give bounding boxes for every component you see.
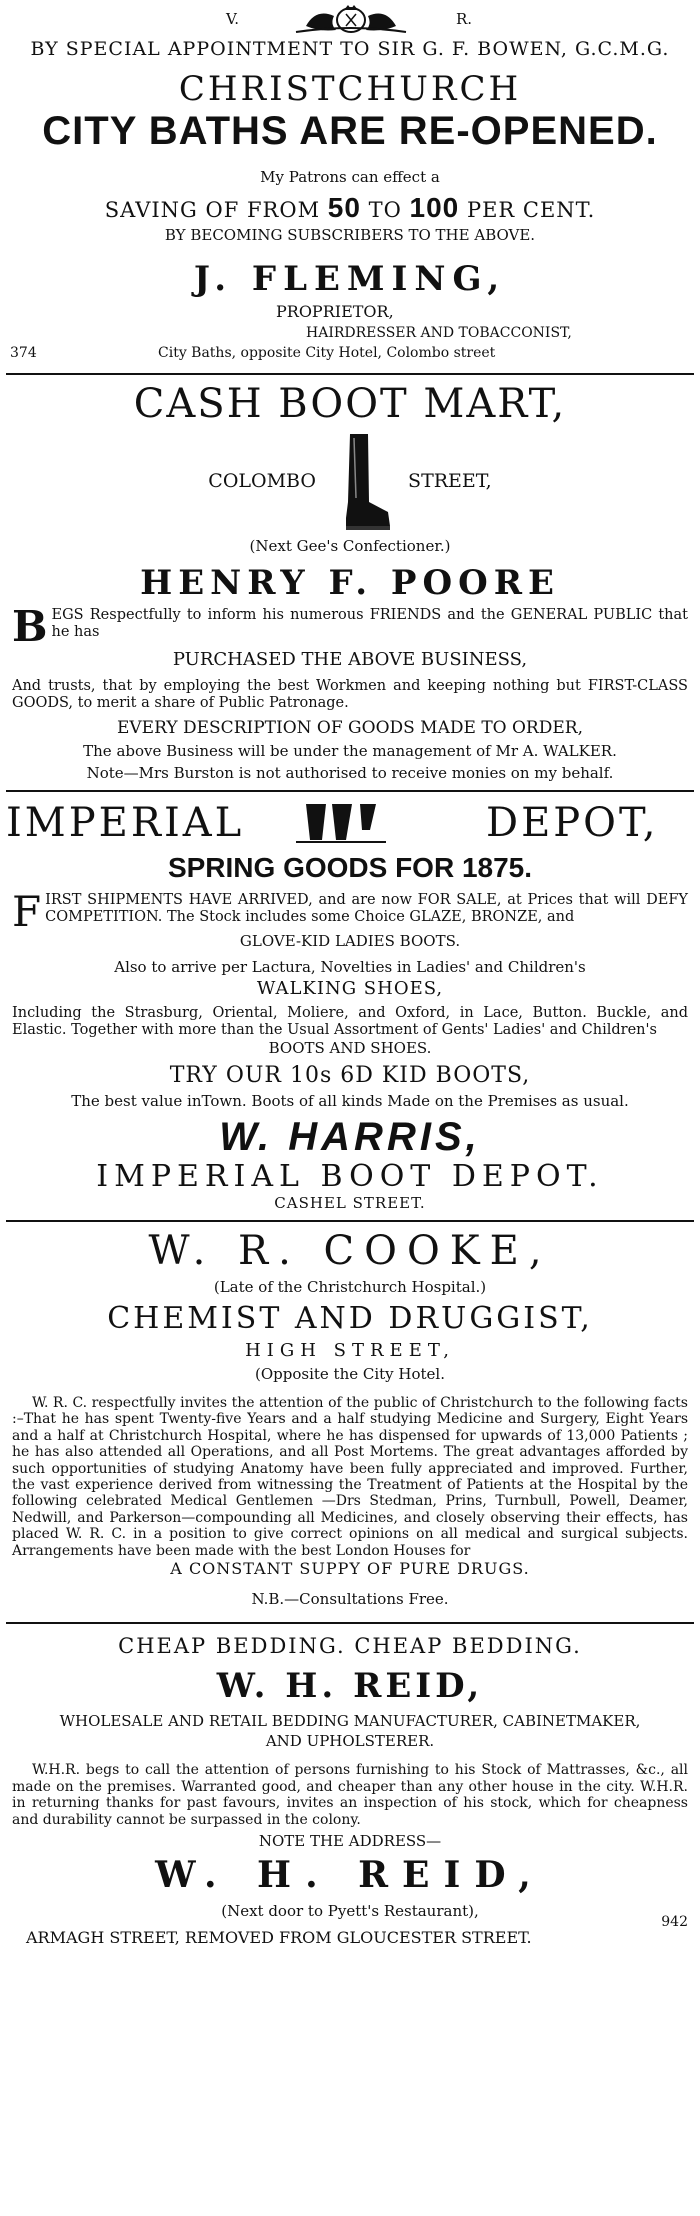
saving-pre-text: SAVING OF FROM — [104, 198, 321, 222]
imperial-word: IMPERIAL — [6, 800, 245, 846]
burston-note: Note—Mrs Burston is not authorised to receive monies on my behalf. — [86, 764, 614, 782]
try-kid-boots-line: TRY OUR 10s 6D KID BOOTS, — [169, 1063, 531, 1088]
imperial-depot-ad — [6, 798, 694, 1212]
shipments-text: IRST SHIPMENTS HAVE ARRIVED, and are now FOR SALE, at Prices that will DEFY COMPETITION. The Stock includes some Choice GLAZE, BRONZE, and — [45, 892, 688, 925]
subscribers-line: BY BECOMING SUBSCRIBERS TO THE ABOVE. — [164, 226, 536, 244]
purchased-line: PURCHASED THE ABOVE BUSINESS, — [172, 649, 528, 670]
street-text: STREET, — [408, 470, 492, 492]
divider-2 — [6, 790, 694, 792]
cooke-facts-paragraph: W. R. C. respectfully invites the attention of the public of Christchurch to the following facts :–That he has spent Twenty-five Years and a half studying Medicine and Surgery, Eight Years and a half at Christchurch Hospital, where he has dispensed for upwards of 13,000 Patients ; he has also attended all Operations, and all Post Mortems. The great advantages afforded by such opportunities of studying Anatomy have been fully appreciated and improved. Further, the vast experience derived from witnessing the Treatment of Patients at the Hospital by the following celebrated Medical Gentlemen —Drs Stedman, Prins, Turnbull, Powell, Deamer, Nedwill, and Parkerson—compounding all Medicines, and closely observing their effects, has placed W. R. C. in a position to give correct opinions on all medical and surgical subjects. Arrangements have been made with the best London Houses for — [12, 1395, 688, 1559]
glove-kid-line: GLOVE-KID LADIES BOOTS. — [239, 932, 461, 950]
w-harris-name: W. HARRIS, — [219, 1116, 481, 1158]
poore-intro-text: EGS Respectfully to inform his numerous FRIENDS and the GENERAL PUBLIC that he has — [51, 607, 688, 640]
high-street-line: HIGH STREET, — [245, 1340, 455, 1361]
pure-drugs-line: A CONSTANT SUPPY OF PURE DRUGS. — [170, 1559, 530, 1579]
reid-bedding-ad — [6, 1634, 694, 1952]
royal-header — [6, 2, 694, 34]
imperial-depot-heading — [6, 798, 694, 848]
reid-trade-line-1: WHOLESALE AND RETAIL BEDDING MANUFACTURER, CABINETMAKER, — [59, 1712, 641, 1731]
harris-dropcap: F — [12, 887, 42, 936]
saving-fifty: 50 — [327, 192, 361, 223]
crest-letter-v: V. — [226, 10, 239, 28]
divider-1 — [6, 373, 694, 375]
shipments-paragraph — [12, 887, 688, 936]
reid-address-row — [6, 1914, 694, 1952]
depot-word: DEPOT, — [486, 800, 659, 846]
w-h-reid-name: W. H. REID, — [216, 1666, 484, 1707]
management-line: The above Business will be under the management of Mr A. WALKER. — [83, 742, 617, 760]
also-arrive-line: Also to arrive per Lactura, Novelties in Ladies' and Children's — [114, 958, 586, 976]
colombo-street-row — [6, 431, 694, 531]
w-h-reid-name-2: W. H. REID, — [155, 1854, 545, 1897]
cash-boot-mart-heading: CASH BOOT MART, — [133, 381, 567, 427]
cooke-chemist-ad — [6, 1228, 694, 1608]
colombo-text: COLOMBO — [208, 470, 316, 492]
fleming-address: City Baths, opposite City Hotel, Colombo street — [158, 345, 496, 361]
chemist-druggist-line: CHEMIST AND DRUGGIST, — [107, 1302, 593, 1336]
cash-boot-mart-ad — [6, 381, 694, 782]
every-description-line: EVERY DESCRIPTION OF GOODS MADE TO ORDER, — [117, 718, 583, 738]
reid-trade-line-2: AND UPHOLSTERER. — [265, 1732, 435, 1751]
strasburg-paragraph: Including the Strasburg, Oriental, Moliere, and Oxford, in Lace, Button. Buckle, and Elastic. Together with more than the Usual Assortment of Gents' Ladies' and Children's — [12, 1005, 688, 1038]
royal-crest-icon — [286, 2, 416, 34]
late-hospital-line: (Late of the Christchurch Hospital.) — [213, 1278, 487, 1296]
w-r-cooke-name: W. R. COOKE, — [148, 1228, 552, 1274]
saving-hundred: 100 — [409, 192, 460, 223]
walking-shoes-line: WALKING SHOES, — [256, 978, 444, 999]
poore-dropcap: B — [12, 602, 48, 651]
poore-trusts-paragraph: And trusts, that by employing the best Workmen and keeping nothing but FIRST-CLASS GOODS, to merit a share of Public Patronage. — [12, 678, 688, 711]
saving-post-text: PER CENT. — [466, 198, 596, 222]
special-appointment-line: BY SPECIAL APPOINTMENT TO SIR G. F. BOWEN, G.C.M.G. — [30, 38, 670, 60]
boots-and-shoes-line: BOOTS AND SHOES. — [268, 1039, 432, 1057]
opposite-city-hotel-line: (Opposite the City Hotel. — [254, 1365, 445, 1383]
spring-goods-heading: SPRING GOODS FOR 1875. — [167, 852, 533, 883]
boot-icon — [332, 432, 392, 531]
armagh-street-line: ARMAGH STREET, REMOVED FROM GLOUCESTER STREET. — [26, 1928, 532, 1948]
fleming-proprietor: PROPRIETOR, — [276, 302, 394, 321]
fleming-trade: HAIRDRESSER AND TOBACCONIST, — [306, 325, 572, 341]
reid-stock-paragraph: W.H.R. begs to call the attention of persons furnishing to his Stock of Mattrasses, &c., all made on the premises. Warranted good, and cheaper than any other house in the city. W.H.R. in returning thanks for past favours, invites an inspection of his stock, which for cheapness and durability cannot be surpassed in the colony. — [12, 1762, 688, 1828]
cashel-street-line: CASHEL STREET. — [274, 1194, 426, 1212]
city-baths-heading: CITY BATHS ARE RE-OPENED. — [42, 109, 658, 153]
consultations-free-line: N.B.—Consultations Free. — [251, 1590, 449, 1609]
fleming-city-baths-ad — [6, 70, 694, 365]
crest-letter-r: R. — [456, 10, 473, 28]
monogram-icon — [296, 800, 386, 844]
next-gees-line: (Next Gee's Confectioner.) — [249, 537, 451, 555]
fleming-ref-number: 374 — [10, 345, 37, 361]
note-address-line: NOTE THE ADDRESS— — [258, 1832, 442, 1851]
saving-to-text: TO — [368, 198, 402, 222]
reid-ref-number: 942 — [661, 1914, 688, 1931]
divider-3 — [6, 1220, 694, 1222]
poore-intro-paragraph — [12, 602, 688, 651]
divider-4 — [6, 1622, 694, 1624]
christchurch-heading: CHRISTCHURCH — [178, 70, 522, 108]
cheap-bedding-line: CHEAP BEDDING. CHEAP BEDDING. — [118, 1634, 582, 1659]
saving-line — [6, 192, 694, 224]
fleming-address-row — [6, 343, 694, 365]
patrons-line: My Patrons can effect a — [260, 168, 440, 186]
fleming-name: J. FLEMING, — [193, 260, 507, 298]
henry-poore-name: HENRY F. POORE — [140, 563, 560, 603]
imperial-boot-depot-line: IMPERIAL BOOT DEPOT. — [96, 1160, 604, 1194]
best-value-line: The best value inTown. Boots of all kinds Made on the Premises as usual. — [71, 1092, 629, 1110]
newspaper-advertisements-page — [0, 2, 700, 2216]
next-pyetts-line: (Next door to Pyett's Restaurant), — [221, 1902, 479, 1921]
